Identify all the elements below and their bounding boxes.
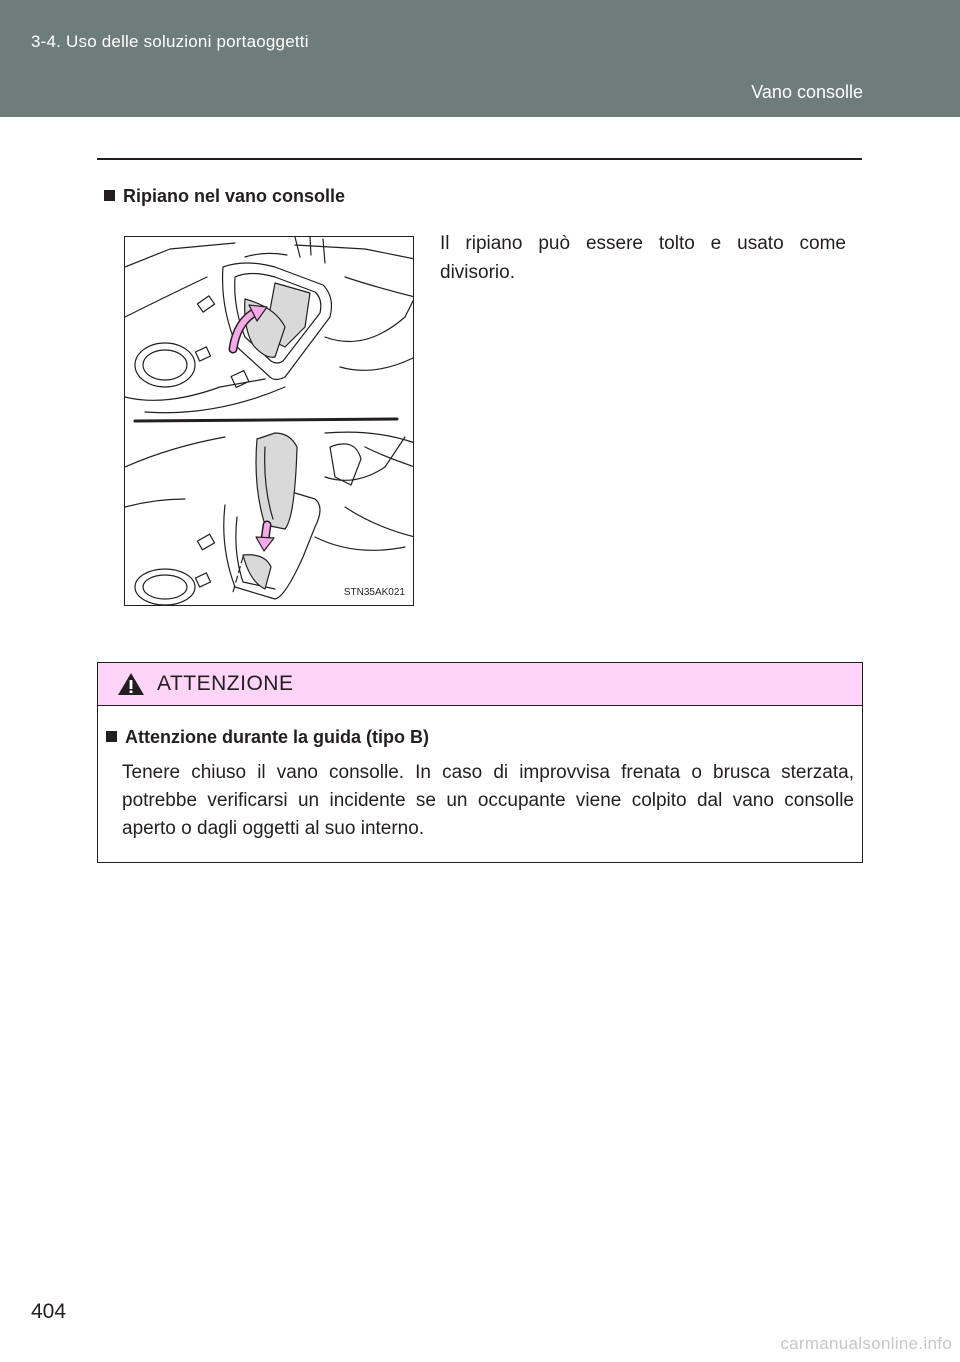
warning-text: Tenere chiuso il vano consolle. In caso di improvvisa frenata o brusca sterzata, potrebbe verificarsi un incidente se un occupante viene colpito dal vano consolle aperto o dagli oggetti al suo interno. — [122, 762, 854, 839]
section-divider — [97, 158, 862, 160]
console-illustration — [124, 236, 414, 606]
section-heading — [104, 186, 345, 207]
watermark: carmanualsonline.info — [780, 1334, 952, 1353]
section-description: Il ripiano può essere tolto e usato come divisorio. — [440, 233, 846, 283]
warning-item-title-text: Attenzione durante la guida (tipo B) — [125, 727, 429, 747]
warning-header — [98, 663, 862, 706]
warning-triangle-icon — [117, 672, 145, 696]
warning-item-title — [106, 727, 429, 748]
header-title: Vano consolle — [751, 82, 863, 102]
square-bullet-icon — [104, 190, 115, 201]
page-number: 404 — [31, 1300, 67, 1323]
page-header — [0, 0, 960, 117]
warning-title: ATTENZIONE — [157, 672, 294, 695]
figure-code: STN35AK021 — [343, 587, 405, 598]
header-section-label: 3-4. Uso delle soluzioni portaoggetti — [31, 32, 309, 51]
console-illustration-drawing — [125, 237, 414, 606]
square-bullet-icon — [106, 731, 117, 742]
section-heading-text: Ripiano nel vano consolle — [123, 186, 346, 206]
warning-box — [97, 662, 863, 863]
